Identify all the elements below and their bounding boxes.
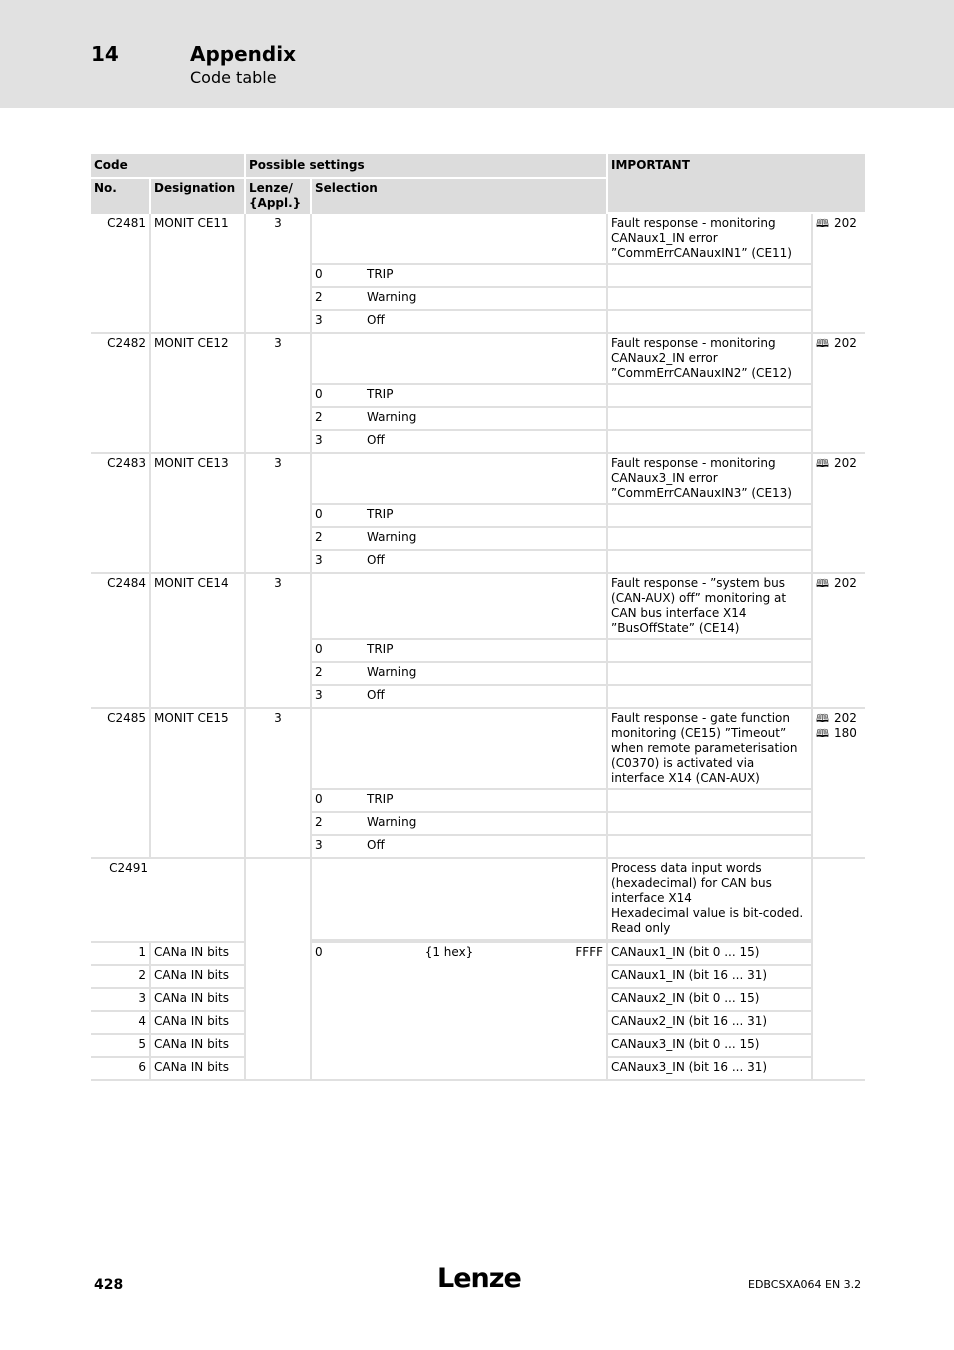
subcode-important: CANaux3_IN (bit 0 ... 15) xyxy=(608,1035,813,1058)
selection-empty xyxy=(312,214,608,265)
book-icon: 🕮 xyxy=(816,577,829,590)
selection-label: Warning xyxy=(367,530,417,544)
subcode-important: CANaux1_IN (bit 16 ... 31) xyxy=(608,966,813,989)
selection-value: 0 xyxy=(315,507,323,521)
selection-empty xyxy=(312,574,608,640)
selection-value: 3 xyxy=(315,313,323,327)
header-code: Code xyxy=(91,154,246,179)
range-max: FFFF xyxy=(575,945,604,959)
selection-label: TRIP xyxy=(367,507,394,521)
subcode-number: 3 xyxy=(91,989,151,1012)
subcode-number: 2 xyxy=(91,966,151,989)
header-designation: Designation xyxy=(151,179,246,214)
code-number: C2481 xyxy=(91,214,151,334)
code-designation: MONIT CE14 xyxy=(151,574,246,709)
code-designation: MONIT CE13 xyxy=(151,454,246,574)
selection-value: 3 xyxy=(315,553,323,567)
document-id: EDBCSXA064 EN 3.2 xyxy=(748,1278,862,1291)
range-step: {1 hex} xyxy=(424,945,474,959)
code-row xyxy=(91,454,865,505)
book-icon: 🕮 xyxy=(816,712,829,725)
book-icon: 🕮 xyxy=(816,337,829,350)
selection-value: 3 xyxy=(315,688,323,702)
selection-option xyxy=(312,431,608,454)
important-empty xyxy=(608,836,813,859)
selection-value: 3 xyxy=(315,433,323,447)
selection-empty xyxy=(312,454,608,505)
selection-option xyxy=(312,288,608,311)
lenze-default: 3 xyxy=(246,214,312,334)
subcode-designation: CANa IN bits xyxy=(151,1058,246,1081)
selection-label: Off xyxy=(367,433,385,447)
important-empty xyxy=(608,813,813,836)
header-band xyxy=(0,0,954,108)
header-selection: Selection xyxy=(312,179,608,214)
subcode-designation: CANa IN bits xyxy=(151,1012,246,1035)
selection-label: Warning xyxy=(367,665,417,679)
selection-label: Off xyxy=(367,838,385,852)
important-text: Fault response - monitoring CANaux3_IN error ”CommErrCANauxIN3” (CE13) xyxy=(608,454,813,505)
selection-empty xyxy=(312,709,608,790)
code-row xyxy=(91,709,865,790)
reference-page[interactable]: 202 xyxy=(834,216,857,230)
subcode-important: CANaux3_IN (bit 16 ... 31) xyxy=(608,1058,813,1081)
selection-label: TRIP xyxy=(367,267,394,281)
code-row xyxy=(91,574,865,640)
header-lenze-appl: Lenze/ {Appl.} xyxy=(246,179,312,214)
important-empty xyxy=(608,528,813,551)
header-important: IMPORTANT xyxy=(608,154,865,214)
selection-label: Off xyxy=(367,313,385,327)
selection-option xyxy=(312,790,608,813)
important-empty xyxy=(608,790,813,813)
code-row xyxy=(91,859,865,941)
range-min: 0 xyxy=(315,945,323,959)
important-empty xyxy=(608,431,813,454)
selection-empty xyxy=(312,334,608,385)
selection-option xyxy=(312,408,608,431)
reference-page[interactable]: 180 xyxy=(834,726,857,740)
reference-cell xyxy=(813,709,865,859)
value-range-line xyxy=(315,945,603,960)
reference-cell xyxy=(813,334,865,454)
selection-label: Warning xyxy=(367,410,417,424)
reference-page[interactable]: 202 xyxy=(834,576,857,590)
selection-value: 2 xyxy=(315,410,323,424)
subcode-designation: CANa IN bits xyxy=(151,941,246,966)
value-range xyxy=(312,941,608,1081)
lenze-default: 3 xyxy=(246,574,312,709)
selection-label: TRIP xyxy=(367,387,394,401)
code-table xyxy=(91,154,865,1081)
lenze-default-empty xyxy=(246,859,312,1081)
code-number: C2491 xyxy=(109,861,148,875)
code-row xyxy=(91,214,865,265)
chapter-title: Appendix xyxy=(190,42,296,66)
subcode-designation: CANa IN bits xyxy=(151,989,246,1012)
subcode-important: CANaux2_IN (bit 16 ... 31) xyxy=(608,1012,813,1035)
subcode-number: 4 xyxy=(91,1012,151,1035)
lenze-logo: Lenze xyxy=(437,1263,521,1294)
important-empty xyxy=(608,663,813,686)
subcode-important: CANaux1_IN (bit 0 ... 15) xyxy=(608,941,813,966)
selection-label: TRIP xyxy=(367,792,394,806)
reference-line xyxy=(816,456,862,471)
reference-page[interactable]: 202 xyxy=(834,456,857,470)
reference-line xyxy=(816,576,862,591)
lenze-default: 3 xyxy=(246,454,312,574)
book-icon: 🕮 xyxy=(816,457,829,470)
reference-page[interactable]: 202 xyxy=(834,336,857,350)
selection-value: 2 xyxy=(315,665,323,679)
book-icon: 🕮 xyxy=(816,217,829,230)
important-empty xyxy=(608,505,813,528)
reference-cell xyxy=(813,214,865,334)
reference-page[interactable]: 202 xyxy=(834,711,857,725)
header-no: No. xyxy=(91,179,151,214)
code-row xyxy=(91,334,865,385)
code-designation: MONIT CE15 xyxy=(151,709,246,859)
code-designation-empty xyxy=(151,859,246,941)
subcode-number: 1 xyxy=(91,941,151,966)
selection-value: 0 xyxy=(315,642,323,656)
important-empty xyxy=(608,288,813,311)
selection-value: 2 xyxy=(315,290,323,304)
header-possible-settings: Possible settings xyxy=(246,154,608,179)
important-empty xyxy=(608,385,813,408)
selection-option xyxy=(312,385,608,408)
selection-option xyxy=(312,640,608,663)
important-text: Fault response - gate function monitoring (CE15) ”Timeout” when remote parameterisation (C0370) is activated via interface X14 (CAN-AUX) xyxy=(608,709,813,790)
reference-empty xyxy=(813,859,865,1081)
selection-option xyxy=(312,686,608,709)
important-empty xyxy=(608,265,813,288)
code-designation: MONIT CE12 xyxy=(151,334,246,454)
subcode-important: CANaux2_IN (bit 0 ... 15) xyxy=(608,989,813,1012)
selection-label: Warning xyxy=(367,815,417,829)
chapter-number: 14 xyxy=(91,42,119,66)
selection-option xyxy=(312,265,608,288)
important-text: Fault response - ”system bus (CAN-AUX) off” monitoring at CAN bus interface X14 ”BusOffState” (CE14) xyxy=(608,574,813,640)
selection-option xyxy=(312,551,608,574)
reference-cell xyxy=(813,574,865,709)
selection-option xyxy=(312,311,608,334)
subcode-row xyxy=(91,941,865,966)
book-icon: 🕮 xyxy=(816,727,829,740)
code-number: C2482 xyxy=(91,334,151,454)
important-empty xyxy=(608,551,813,574)
code-table-body xyxy=(91,214,865,1081)
selection-option xyxy=(312,836,608,859)
reference-line xyxy=(816,726,862,741)
selection-option xyxy=(312,528,608,551)
selection-value: 0 xyxy=(315,267,323,281)
important-empty xyxy=(608,686,813,709)
selection-value: 2 xyxy=(315,530,323,544)
chapter-subtitle: Code table xyxy=(190,68,277,87)
reference-line xyxy=(816,711,862,726)
lenze-default: 3 xyxy=(246,709,312,859)
selection-label: Warning xyxy=(367,290,417,304)
code-number: C2484 xyxy=(91,574,151,709)
page-number: 428 xyxy=(94,1277,124,1293)
reference-cell xyxy=(813,454,865,574)
important-text: Fault response - monitoring CANaux2_IN error ”CommErrCANauxIN2” (CE12) xyxy=(608,334,813,385)
important-empty xyxy=(608,640,813,663)
important-text: Fault response - monitoring CANaux1_IN error ”CommErrCANauxIN1” (CE11) xyxy=(608,214,813,265)
selection-value: 3 xyxy=(315,838,323,852)
important-empty xyxy=(608,408,813,431)
selection-empty xyxy=(312,859,608,941)
important-text: Process data input words (hexadecimal) for CAN bus interface X14 Hexadecimal value is bit-coded. Read only xyxy=(608,859,813,941)
subcode-designation: CANa IN bits xyxy=(151,1035,246,1058)
subcode-number: 5 xyxy=(91,1035,151,1058)
selection-option xyxy=(312,663,608,686)
reference-line xyxy=(816,216,862,231)
code-number: C2485 xyxy=(91,709,151,859)
selection-label: Off xyxy=(367,688,385,702)
code-designation: MONIT CE11 xyxy=(151,214,246,334)
lenze-default: 3 xyxy=(246,334,312,454)
selection-label: TRIP xyxy=(367,642,394,656)
subcode-number: 6 xyxy=(91,1058,151,1081)
important-empty xyxy=(608,311,813,334)
selection-value: 0 xyxy=(315,792,323,806)
selection-value: 0 xyxy=(315,387,323,401)
selection-label: Off xyxy=(367,553,385,567)
selection-option xyxy=(312,813,608,836)
subcode-designation: CANa IN bits xyxy=(151,966,246,989)
reference-line xyxy=(816,336,862,351)
code-number: C2483 xyxy=(91,454,151,574)
selection-value: 2 xyxy=(315,815,323,829)
selection-option xyxy=(312,505,608,528)
